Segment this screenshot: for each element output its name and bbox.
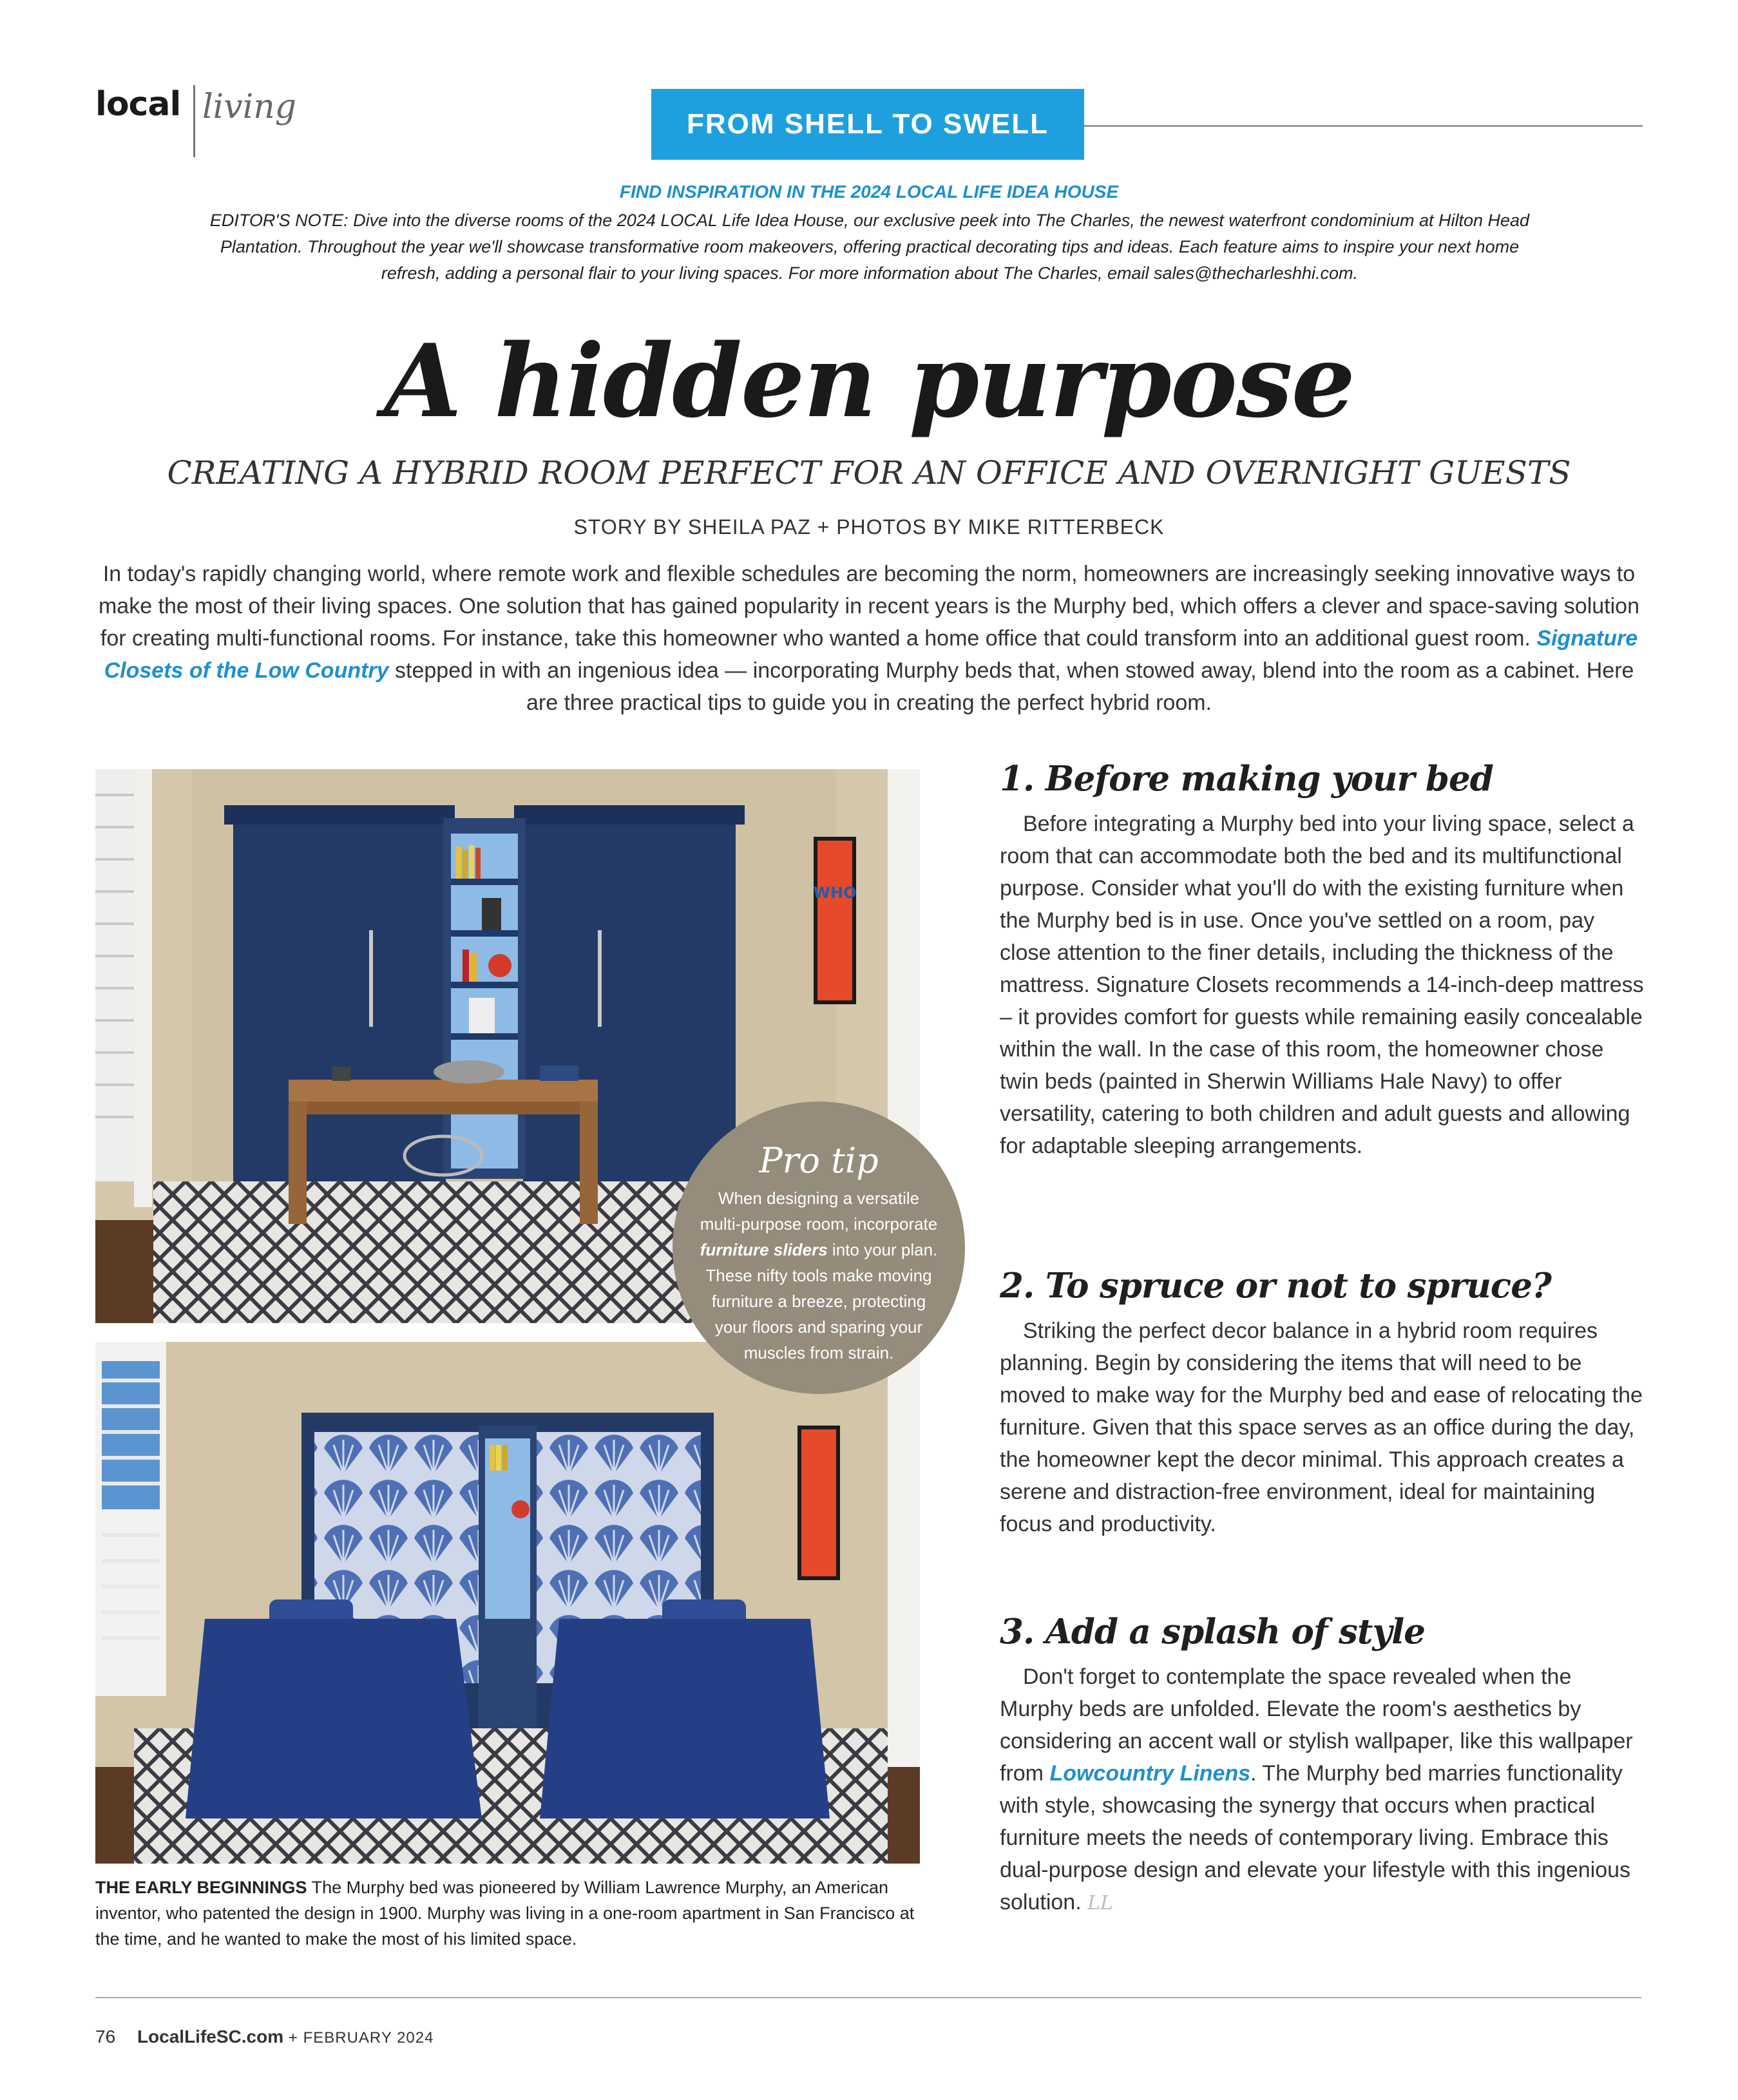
tip-body-3-text: Don't forget to contemplate the space revealed when the Murphy beds are unfolded. Elevate the room's aesthetics by considering an accent wall or stylish wallpaper, like this wallpaper from	[1000, 1665, 1633, 1786]
footer-site-link[interactable]: LocalLifeSC.com	[137, 2027, 284, 2047]
footer-date: + FEBRUARY 2024	[288, 2029, 434, 2047]
caption-lead: THE EARLY BEGINNINGS	[95, 1878, 307, 1897]
subheadline: CREATING A HYBRID ROOM PERFECT FOR AN OFFICE AND OVERNIGHT GUESTS	[167, 454, 1571, 492]
intro-paragraph	[97, 558, 1641, 719]
tip-title-2: 2. To spruce or not to spruce?	[1000, 1266, 1551, 1306]
pro-tip-title: Pro tip	[759, 1140, 879, 1181]
tip-title-3: 3. Add a splash of style	[1000, 1612, 1426, 1652]
tip-body-1: Before integrating a Murphy bed into your living space, select a room that can accommodate both the bed and its multifunctional purpose. Consider what you'll do with the existing furniture when the Murphy bed is in use. Once you've settled on a room, pay close attention to the finer details, including the thickness of the mattress. Signature Closets recommends a 14-inch-deep mattress – it provides comfort for guests while remaining easily concealable within the wall. In the case of this room, the homeowner chose twin beds (painted in Sherwin Williams Hale Navy) to offer versatility, catering to both children and adult guests and allowing for adaptable sleeping arrangements.	[1000, 812, 1644, 1158]
section-tag: FROM SHELL TO SWELL	[651, 89, 1084, 160]
signature-closets-link[interactable]: Signature Closets of the Low Country	[104, 626, 1638, 683]
art-letters: WHO	[813, 884, 857, 902]
logo-divider	[193, 85, 195, 157]
photo-caption	[95, 1875, 920, 1952]
page-number: 76	[95, 2027, 116, 2047]
caption-text: The Murphy bed was pioneered by William Lawrence Murphy, an American inventor, who patented the design in 1900. Murphy was living in a one-room apartment in San Francisco at the time, and he wanted to make the most of his limited space.	[95, 1878, 915, 1949]
tip-title-1: 1. Before making your bed	[1000, 759, 1493, 799]
end-mark: LL	[1087, 1892, 1113, 1914]
pro-tip-body	[698, 1185, 939, 1366]
logo-local-word: local	[95, 85, 181, 124]
beds-photo	[95, 1342, 920, 1864]
intro-text: In today's rapidly changing world, where remote work and flexible schedules are becoming the norm, homeowners are increasingly seeking innovative ways to make the most of their living spaces. One solution that has gained popularity in recent years is the Murphy bed, which offers a clever and space-saving solution for creating multi-functional rooms. For instance, take this homeowner who wanted a home office that could transform into an additional guest room.	[98, 562, 1639, 651]
tip-body-3	[1000, 1661, 1644, 1920]
pro-tip-text-end: into your plan. These nifty tools make moving furniture a breeze, protecting your floors and sparing your muscles from strain.	[705, 1240, 938, 1362]
header-rule	[1082, 125, 1643, 127]
tip-section-3	[1000, 1612, 1644, 1920]
editor-note: EDITOR'S NOTE: Dive into the diverse rooms of the 2024 LOCAL Life Idea House, our exclusive peek into The Charles, the newest waterfront condominium at Hilton Head Plantation. Throughout the year we'll showcase transformative room makeovers, offering practical decorating tips and ideas. Each feature aims to inspire your next home refresh, adding a personal flair to your living spaces. For more information about The Charles, email sales@thecharleshhi.com.	[209, 211, 1530, 283]
tip-body-2: Striking the perfect decor balance in a hybrid room requires planning. Begin by considering the items that will need to be moved to make way for the Murphy bed and ease of relocating the furniture. Given that this space serves as an office during the day, the homeowner kept the decor minimal. This approach creates a serene and distraction-free environment, ideal for maintaining focus and productivity.	[1000, 1319, 1643, 1536]
lowcountry-linens-link[interactable]: Lowcountry Linens	[1049, 1761, 1251, 1786]
pro-tip-bold: furniture sliders	[700, 1240, 828, 1259]
pro-tip-badge	[673, 1102, 965, 1394]
inspire-line: FIND INSPIRATION IN THE 2024 LOCAL LIFE IDEA HOUSE	[619, 182, 1119, 202]
page-footer	[95, 2027, 434, 2047]
pro-tip-text: When designing a versatile multi-purpose room, incorporate	[700, 1188, 938, 1234]
tip-section-1	[1000, 759, 1644, 1162]
byline: STORY BY SHEILA PAZ + PHOTOS BY MIKE RITTERBECK	[573, 515, 1165, 539]
beds-photo-illustration	[95, 1342, 920, 1864]
logo-living-word: living	[202, 88, 297, 126]
tip-section-2	[1000, 1266, 1644, 1540]
footer-rule	[95, 1997, 1641, 1998]
page-title: A hidden purpose	[383, 322, 1355, 440]
intro-text-end: stepped in with an ingenious idea — incorporating Murphy beds that, when stowed away, blend into the room as a cabinet. Here are three practical tips to guide you in creating the perfect hybrid room.	[395, 658, 1634, 715]
tip-body-3-text-end: . The Murphy bed marries functionality with style, showcasing the synergy that occurs when practical furniture meets the needs of contemporary living. Embrace this dual-purpose design and elevate your lifestyle with this ingenious solution.	[1000, 1761, 1631, 1914]
